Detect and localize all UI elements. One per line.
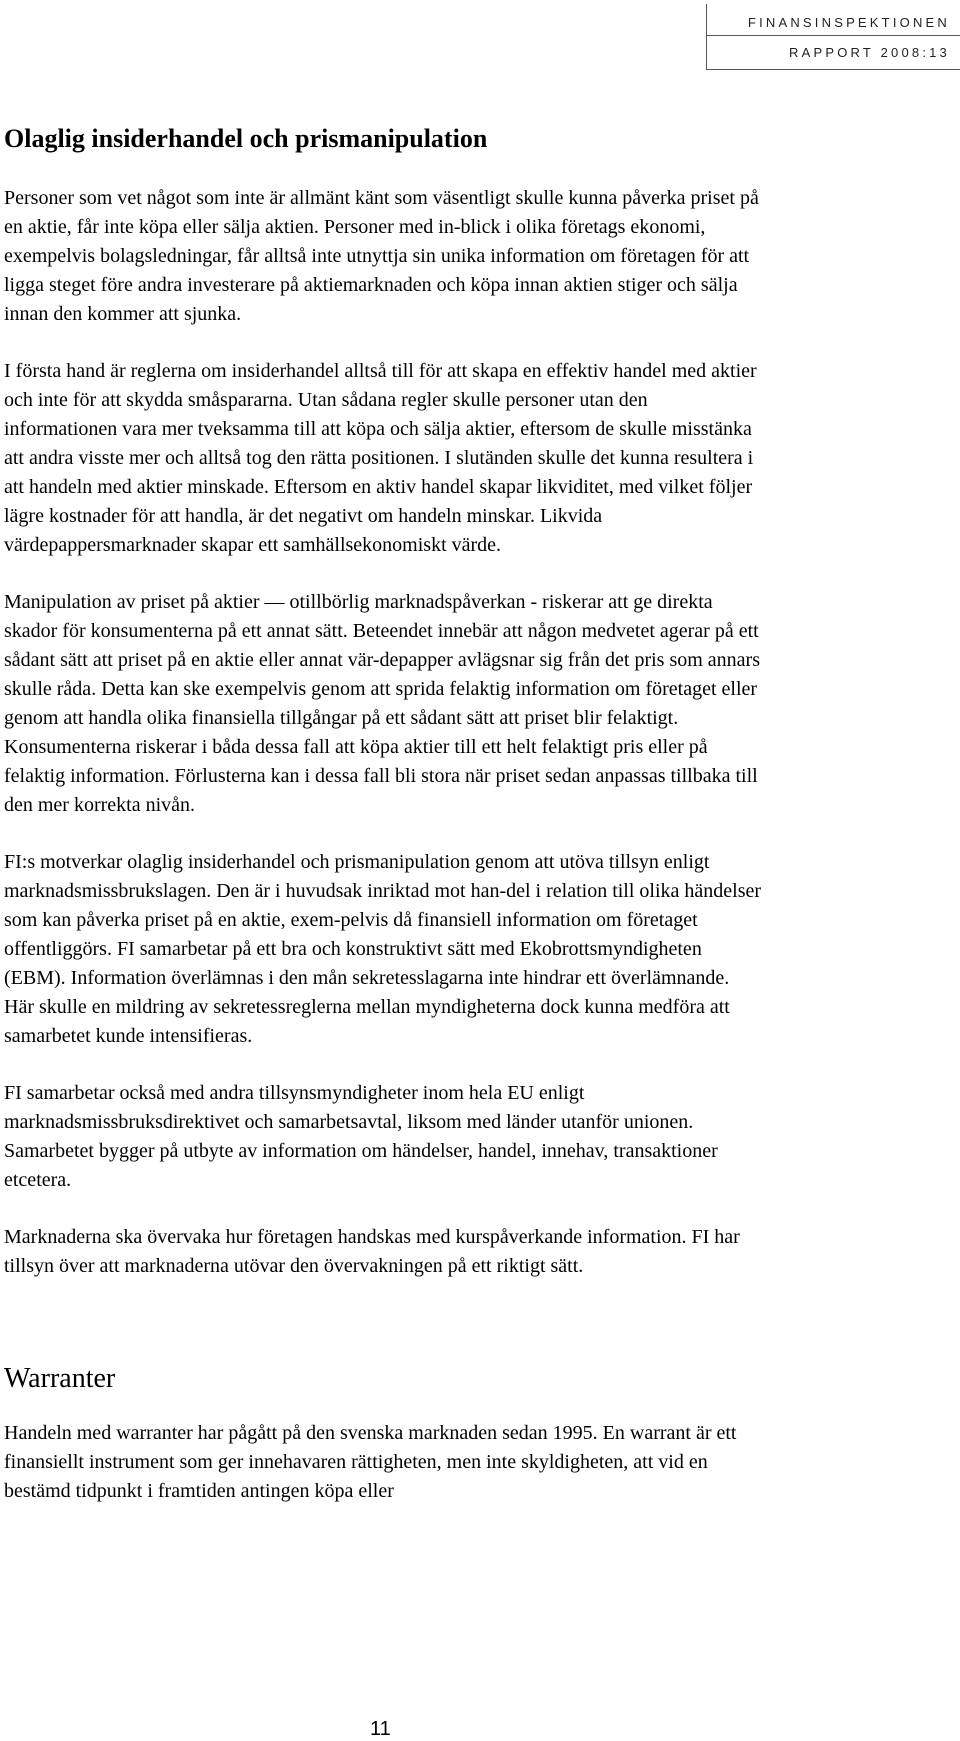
report-number: RAPPORT 2008:13 <box>789 45 950 60</box>
paragraph: FI:s motverkar olaglig insiderhandel och prismanipulation genom att utöva tillsyn enligt marknadsmissbrukslagen. Den är i huvudsak inriktad mot han-del i relation till olika händelser som kan påverka priset på en aktie, exem-pelvis då finansiell information om företaget offentliggörs. FI samarbetar på ett bra och konstruktivt sätt med Ekobrottsmyndigheten (EBM). Information överlämnas i den mån sekretesslagarna inte hindrar ett överlämnande. Här skulle en mildring av sekretessreglerna mellan myndigheterna dock kunna medföra att samarbetet kunde intensifieras. <box>4 851 762 1047</box>
paragraph: Handeln med warranter har pågått på den svenska marknaden sedan 1995. En warrant är ett finansiellt instrument som ger innehavaren rättigheten, men inte skyldigheten, att vid en bestämd tidpunkt i framtiden antingen köpa eller <box>4 1422 737 1502</box>
report-header <box>706 4 960 70</box>
document-body <box>4 122 764 1534</box>
header-divider <box>707 35 960 36</box>
paragraph: Marknaderna ska övervaka hur företagen handskas med kurspåverkande information. FI har tillsyn över att marknaderna utövar den övervakningen på ett riktigt sätt. <box>4 1226 740 1277</box>
section-title-warranter: Warranter <box>4 1363 116 1394</box>
paragraph: FI samarbetar också med andra tillsynsmyndigheter inom hela EU enligt marknadsmissbruksdirektivet och samarbetsavtal, liksom med länder utanför unionen. Samarbetet bygger på utbyte av information om händelser, handel, innehav, transaktioner etcetera. <box>4 1082 718 1191</box>
section-title-insider: Olaglig insiderhandel och prismanipulation <box>4 124 488 153</box>
organization-name: FINANSINSPEKTIONEN <box>747 15 950 30</box>
paragraph: Manipulation av priset på aktier — otillbörlig marknadspåverkan - riskerar att ge direkta skador för konsumenterna på ett annat sätt. Beteendet innebär att någon medvetet agerar på ett sådant sätt att priset på en aktie eller annat vär-depapper avlägsnar sig från det pris som annars skulle råda. Detta kan ske exempelvis genom att sprida felaktig information om företaget eller genom att handla olika finansiella tillgångar på ett sådant sätt att priset blir felaktigt. Konsumenterna riskerar i båda dessa fall att köpa aktier till ett helt felaktigt pris eller på felaktig information. Förlusterna kan i dessa fall bli stora när priset sedan anpassas tillbaka till den mer korrekta nivån. <box>4 591 760 816</box>
paragraph: I första hand är reglerna om insiderhandel alltså till för att skapa en effektiv handel med aktier och inte för att skydda småspararna. Utan sådana regler skulle personer utan den informationen vara mer tveksamma till att köpa och sälja aktier, eftersom de skulle misstänka att andra visste mer och alltså tog den rätta positionen. I slutänden skulle det kunna resultera i att handeln med aktier minskade. Eftersom en aktiv handel skapar likviditet, med vilket följer lägre kostnader för att handla, är det negativt om handeln minskar. Likvida värdepappersmarknader skapar ett samhällsekonomiskt värde. <box>4 360 757 556</box>
page-number: 11 <box>370 1718 391 1740</box>
paragraph: Personer som vet något som inte är allmänt känt som väsentligt skulle kunna påverka priset på en aktie, får inte köpa eller sälja aktien. Personer med in-blick i olika företags ekonomi, exempelvis bolagsledningar, får alltså inte utnyttja sin unika information om företagen för att ligga steget före andra investerare på aktiemarknaden och köpa innan aktien stiger och sälja innan den kommer att sjunka. <box>4 187 759 325</box>
